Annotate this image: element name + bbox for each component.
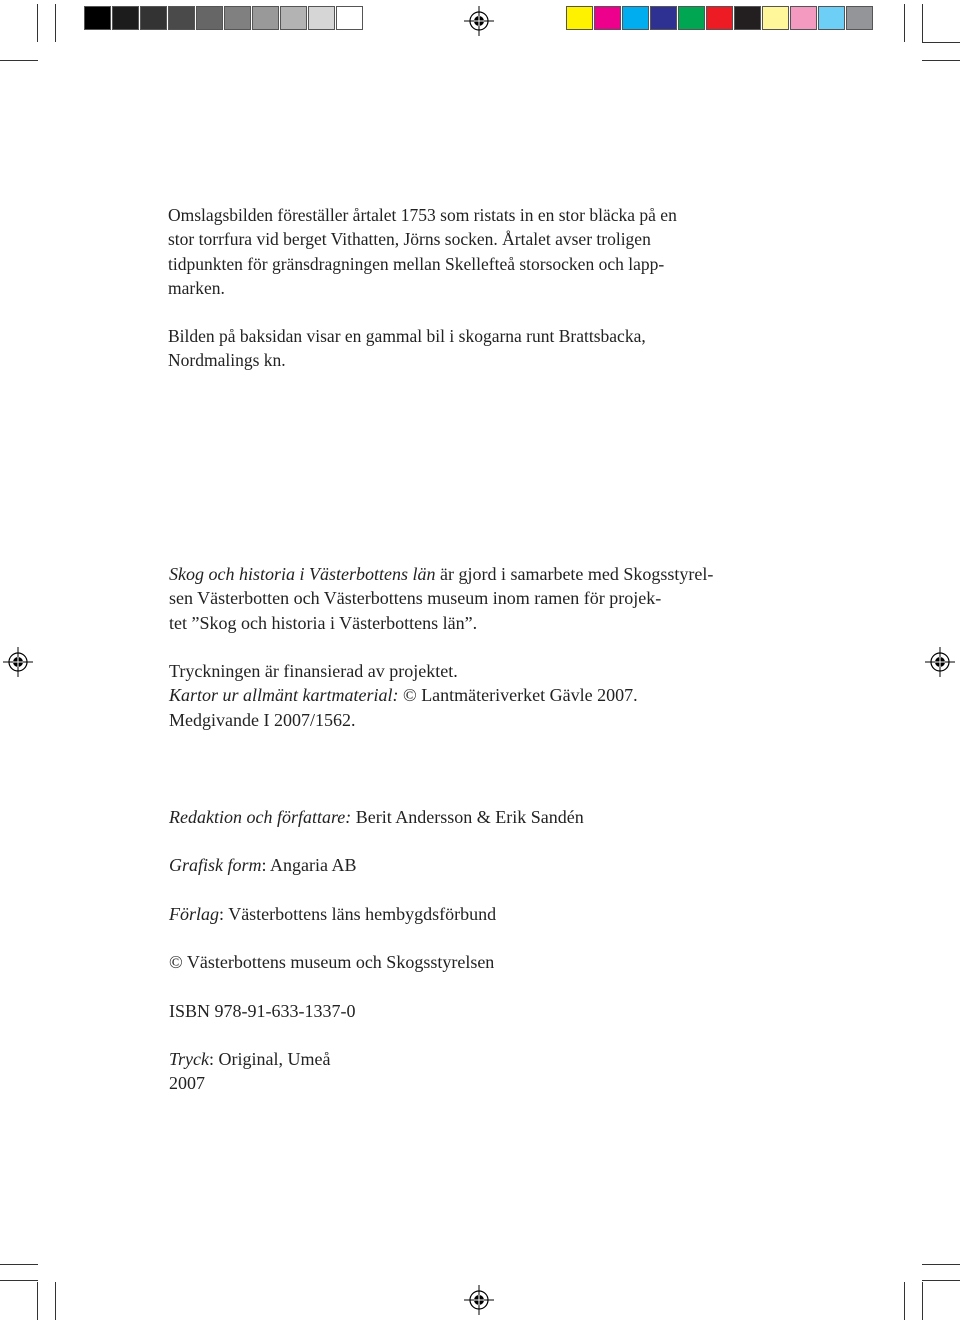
color-swatch [594, 6, 621, 30]
gray-swatch [84, 6, 111, 30]
text-line: Omslagsbilden föreställer årtalet 1753 som ristats in en stor bläcka på en [168, 205, 677, 225]
design-value: : Angaria AB [261, 855, 357, 875]
design-label: Grafisk form [169, 855, 262, 875]
registration-mark-right-icon [925, 647, 955, 677]
text-line: Nordmalings kn. [168, 350, 286, 371]
maps-label: Kartor ur allmänt kartmaterial: [169, 685, 399, 706]
printer-value: : Original, Umeå [209, 1049, 331, 1069]
back-image-note [168, 324, 728, 373]
color-swatch [678, 6, 705, 30]
publisher-credit [169, 902, 729, 926]
color-swatch [622, 6, 649, 30]
printer-credit [169, 1047, 729, 1096]
text-line: Bilden på baksidan visar en gammal bil i skogarna runt Brattsbacka, [168, 326, 646, 346]
color-swatch [790, 6, 817, 30]
color-swatch [734, 6, 761, 30]
text-line: marken. [168, 278, 225, 299]
text-line: sen Västerbotten och Västerbottens museum inom ramen för projek- [169, 588, 662, 609]
copyright-line: © Västerbottens museum och Skogsstyrelsen [169, 952, 495, 972]
gray-swatch [336, 6, 363, 30]
color-swatch [650, 6, 677, 30]
publisher-label: Förlag [169, 904, 220, 924]
text-line: stor torrfura vid berget Vithatten, Jörns socken. Årtalet avser troligen [168, 229, 651, 250]
color-swatch [762, 6, 789, 30]
gray-swatch [224, 6, 251, 30]
funding-note [169, 659, 729, 732]
gray-swatch [252, 6, 279, 30]
text-line [169, 1047, 729, 1071]
gray-swatch [112, 6, 139, 30]
maps-value: © Lantmäteriverket Gävle 2007. [398, 685, 638, 706]
color-swatch [706, 6, 733, 30]
registration-mark-bottom-icon [464, 1285, 494, 1315]
design-credit [169, 853, 729, 877]
text-line [169, 562, 729, 586]
color-swatch [846, 6, 873, 30]
text-line: Medgivande I 2007/1562. [169, 709, 356, 730]
registration-mark-top-icon [464, 6, 494, 36]
gray-swatch [280, 6, 307, 30]
gray-swatch [196, 6, 223, 30]
printer-label: Tryck [169, 1049, 209, 1069]
editors-value: Berit Andersson & Erik Sandén [351, 807, 584, 827]
isbn-line: ISBN 978-91-633-1337-0 [169, 1001, 356, 1021]
text-line: tidpunkten för gränsdragningen mellan Skellefteå storsocken och lapp- [168, 253, 665, 274]
editors-credit [169, 805, 729, 829]
project-note [169, 562, 729, 635]
gray-swatch [308, 6, 335, 30]
color-swatch [818, 6, 845, 30]
text-line: tet ”Skog och historia i Västerbottens län”. [169, 612, 478, 633]
registration-mark-left-icon [3, 647, 33, 677]
text-line: Tryckningen är finansierad av projektet. [169, 661, 458, 681]
text-line [169, 683, 729, 707]
year-line: 2007 [169, 1073, 205, 1094]
cover-image-note [168, 203, 728, 301]
gray-swatch [140, 6, 167, 30]
text-fragment: är gjord i samarbete med Skogsstyrel- [435, 564, 714, 584]
publisher-value: : Västerbottens läns hembygdsförbund [219, 904, 497, 924]
editors-label: Redaktion och författare: [169, 807, 352, 827]
book-title: Skog och historia i Västerbottens län [169, 564, 436, 584]
gray-swatch [168, 6, 195, 30]
color-swatch [566, 6, 593, 30]
